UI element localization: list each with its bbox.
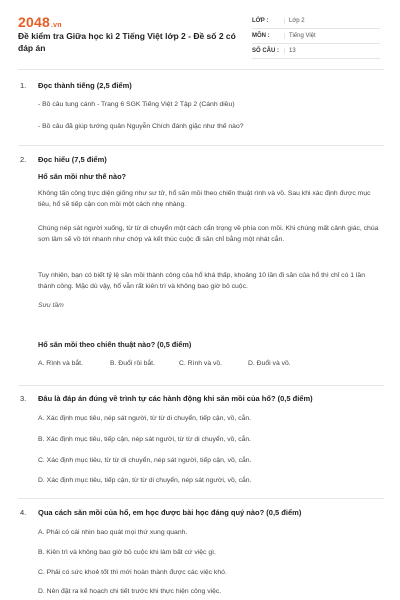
meta-row-subject <box>252 29 380 44</box>
answer-option[interactable]: B. Kiên trì và không bao giờ bỏ cuộc khi làm bất cứ việc gì. <box>38 549 216 556</box>
page-title: Đề kiểm tra Giữa học kì 2 Tiếng Việt lớp 2 - Đề số 2 có đáp án <box>18 31 236 53</box>
question-prompt: Hổ săn mồi theo chiến thuật nào? (0,5 điểm) <box>38 340 192 349</box>
logo-suffix: .vn <box>50 22 62 29</box>
question-number: 4. <box>20 508 27 517</box>
divider <box>18 69 384 70</box>
answer-option[interactable]: A. Xác định mục tiêu, nép sát người, từ từ di chuyển, tiếp cận, vồ, cắn. <box>38 415 252 422</box>
answer-option[interactable]: A. Phải có cái nhìn bao quát mọi thứ xung quanh. <box>38 529 188 536</box>
logo-text: 2048 <box>18 14 50 30</box>
question-line: - Bồ câu đã giúp tướng quân Nguyễn Chích đánh giặc như thế nào? <box>38 123 244 130</box>
meta-key: SỐ CÂU : <box>252 48 279 54</box>
answer-options <box>38 360 378 372</box>
answer-option[interactable]: D. Đuổi và vồ. <box>248 360 291 367</box>
answer-option[interactable]: D. Xác định mục tiêu, tiếp cận, từ từ di chuyển, nép sát người, vồ, cắn. <box>38 477 252 484</box>
meta-value: 13 <box>284 48 380 54</box>
meta-key: MÔN : <box>252 33 270 39</box>
question-number: 2. <box>20 155 27 164</box>
question-title: Đâu là đáp án đúng về trình tự các hành động khi săn mồi của hổ? (0,5 điểm) <box>38 394 313 403</box>
answer-option[interactable]: C. Xác định mục tiêu, từ từ di chuyển, nép sát người, tiếp cận, vồ, cắn. <box>38 457 252 464</box>
question-number: 1. <box>20 81 27 90</box>
meta-row-class <box>252 14 380 29</box>
answer-option[interactable]: B. Đuổi rồi bắt. <box>110 360 155 367</box>
passage-paragraph: Chúng nép sát người xuống, từ từ di chuyển một cách cẩn trọng về phía con mồi. Khi chúng mất cảnh giác, chúa sơn lâm sẽ vồ tới nhanh như chớp và kết thúc cuộc đi săn chỉ bằng một nhát cắn. <box>38 225 379 243</box>
header <box>0 0 400 64</box>
answer-option[interactable]: D. Nên đặt ra kế hoạch chi tiết trước khi thực hiện công việc. <box>38 588 222 595</box>
meta-value: Lớp 2 <box>284 18 380 24</box>
meta-key: LỚP : <box>252 18 269 24</box>
passage-paragraph: Tuy nhiên, bạn có biết tỷ lệ săn mồi thành công của hổ khá thấp, khoảng 10 lần đi săn của hổ thì chỉ có 1 lần thành công. Mặc dù vậy, hổ vẫn rất kiên trì và không bao giờ bỏ cuộc. <box>38 272 365 290</box>
divider <box>18 145 384 146</box>
question-title: Qua cách săn mồi của hổ, em học được bài học đáng quý nào? (0,5 điểm) <box>38 508 302 517</box>
answer-option[interactable]: C. Phải có sức khoẻ tốt thì mới hoàn thành được các việc khó. <box>38 569 227 576</box>
answer-option[interactable]: B. Xác định mục tiêu, tiếp cận, nép sát người, từ từ di chuyển, vồ, cắn. <box>38 436 252 443</box>
passage-title: Hổ săn mồi như thế nào? <box>38 172 126 181</box>
passage-paragraph: Không tấn công trực diện giống như sư tử, hổ săn mồi theo chiến thuật rình và vồ. Sau khi xác định được mục tiêu, hổ sẽ tiếp cận con mồi một cách nhẹ nhàng. <box>38 190 371 208</box>
divider <box>18 385 384 386</box>
site-logo[interactable] <box>18 14 62 30</box>
passage-source: Sưu tầm <box>38 302 64 309</box>
meta-table <box>252 14 380 59</box>
answer-option[interactable]: C. Rình và vồ. <box>179 360 223 367</box>
question-title: Đọc thành tiếng (2,5 điểm) <box>38 81 132 90</box>
question-number: 3. <box>20 394 27 403</box>
meta-value: Tiếng Việt <box>284 33 380 39</box>
question-line: - Bồ câu tung cánh - Trang 6 SGK Tiếng Việt 2 Tập 2 (Cánh diều) <box>38 101 235 108</box>
meta-row-count <box>252 44 380 59</box>
answer-option[interactable]: A. Rình và bắt. <box>38 360 83 367</box>
divider <box>18 498 384 499</box>
question-title: Đọc hiểu (7,5 điểm) <box>38 155 107 164</box>
